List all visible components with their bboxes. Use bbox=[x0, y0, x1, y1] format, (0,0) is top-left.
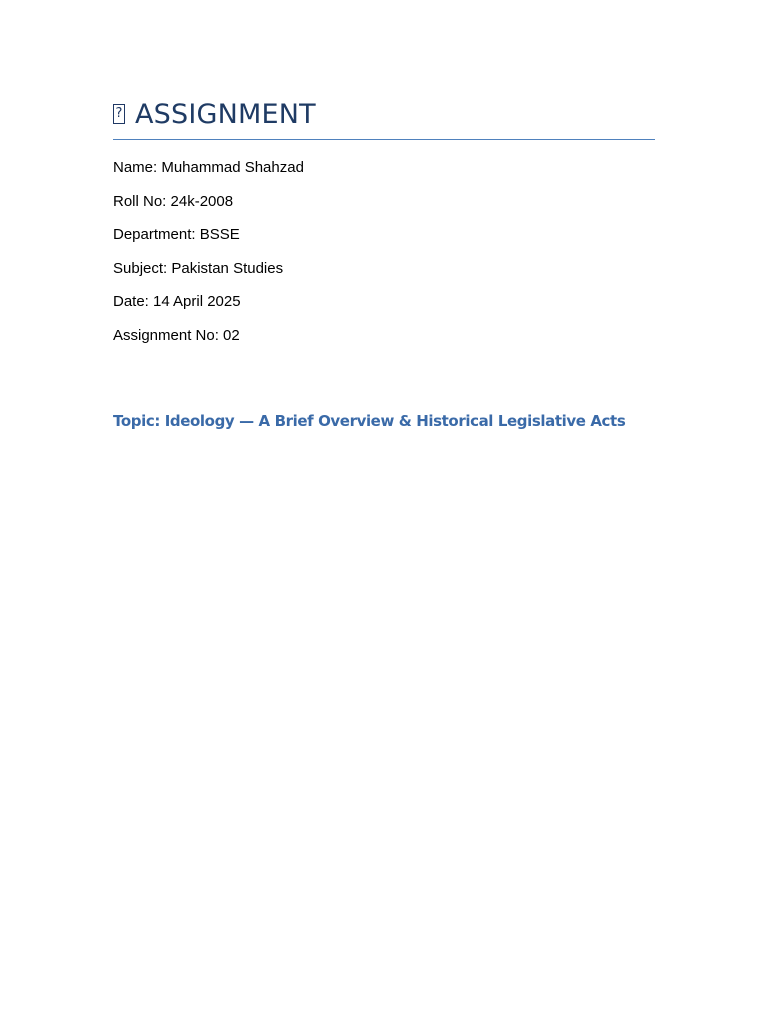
assignment-no-field: Assignment No: 02 bbox=[113, 326, 240, 344]
title-row bbox=[113, 92, 655, 136]
student-info bbox=[113, 158, 304, 360]
name-field: Name: Muhammad Shahzad bbox=[113, 159, 304, 176]
document-title: ASSIGNMENT bbox=[135, 98, 316, 130]
department-field: Department: BSSE bbox=[113, 226, 240, 244]
roll-no-field: Roll No: 24k-2008 bbox=[113, 192, 234, 210]
topic-heading: Topic: Ideology — A Brief Overview & Historical Legislative Acts bbox=[113, 412, 626, 430]
date-field: Date: 14 April 2025 bbox=[113, 293, 241, 311]
missing-glyph-icon: ? bbox=[113, 104, 125, 124]
subject-field: Subject: Pakistan Studies bbox=[113, 259, 284, 277]
title-block bbox=[113, 92, 655, 140]
